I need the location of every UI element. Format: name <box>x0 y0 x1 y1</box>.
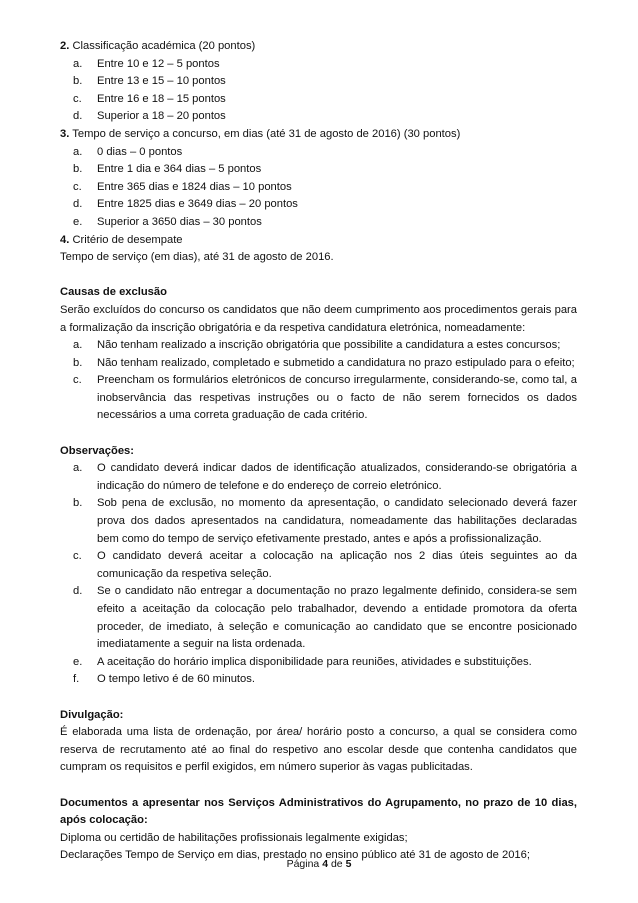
list-item: c. Entre 365 dias e 1824 dias – 10 pontos <box>73 180 292 193</box>
list-item: a. O candidato deverá indicar dados de identificação atualizados, considerando-se obrigatória a indicação do número de telefone e do endereço de correio eletrónico. <box>73 462 577 492</box>
criterion-3-title: 3. Tempo de serviço a concurso, em dias (até 31 de agosto de 2016) (30 pontos) <box>60 127 461 140</box>
list-item: d. Se o candidato não entregar a documentação no prazo legalmente definido, considera-se sem efeito a aceitação da colocação pelo trabalhador, devendo a entidade promotora da oferta proceder, de imediato, à seleção e comunicação ao candidato que se encontre posicionado imediatamente a seguir na lista ordenada. <box>73 585 577 651</box>
list-item: a. Entre 10 e 12 – 5 pontos <box>73 57 220 70</box>
list-item: b. Não tenham realizado, completado e submetido a candidatura no prazo estipulado para o efeito; <box>73 356 575 369</box>
documents-line: Diploma ou certidão de habilitações profissionais legalmente exigidas; <box>60 831 408 844</box>
documents-heading: Documentos a apresentar nos Serviços Administrativos do Agrupamento, no prazo de 10 dias, após colocação: <box>60 796 577 827</box>
document-page <box>60 38 577 865</box>
list-item: c. Preencham os formulários eletrónicos de concurso irregularmente, considerando-se, como tal, a inobservância das respetivas instruções ou o facto de não serem fornecidos os dados necessários a uma correta graduação de cada critério. <box>73 374 577 422</box>
list-item: e. A aceitação do horário implica disponibilidade para reuniões, atividades e substituições. <box>73 655 532 668</box>
exclusion-intro: Serão excluídos do concurso os candidatos que não deem cumprimento aos procedimentos gerais para a formalização da inscrição obrigatória e da respetiva candidatura eletrónica, nomeadamente: <box>60 303 577 334</box>
list-item: a. 0 dias – 0 pontos <box>73 145 183 158</box>
criterion-4-note: Tempo de serviço (em dias), até 31 de agosto de 2016. <box>60 251 334 264</box>
list-item: f. O tempo letivo é de 60 minutos. <box>73 673 255 686</box>
list-item: b. Entre 1 dia e 364 dias – 5 pontos <box>73 163 262 176</box>
total-page-number: 5 <box>345 858 352 870</box>
criterion-2-title: 2. Classificação académica (20 pontos) <box>60 40 256 52</box>
current-page-number: 4 <box>322 858 329 870</box>
exclusion-heading: Causas de exclusão <box>60 286 167 299</box>
list-item: b. Sob pena de exclusão, no momento da apresentação, o candidato selecionado deverá fazer prova dos dados apresentados na candidatura, nomeadamente das habilitações declaradas bem como do tempo de serviço efetivamente prestado, antes e após a profissionalização. <box>73 497 577 545</box>
list-item: c. Entre 16 e 18 – 15 pontos <box>73 92 226 105</box>
list-item: e. Superior a 3650 dias – 30 pontos <box>73 215 262 228</box>
list-item: b. Entre 13 e 15 – 10 pontos <box>73 75 226 88</box>
list-item: c. O candidato deverá aceitar a colocação na aplicação nos 2 dias úteis seguintes ao da comunicação da respetiva seleção. <box>73 550 577 580</box>
page-footer: Página 4 de 5 <box>286 858 352 870</box>
list-item: d. Superior a 18 – 20 pontos <box>73 110 226 123</box>
list-item: d. Entre 1825 dias e 3649 dias – 20 pontos <box>73 198 298 211</box>
list-item: a. Não tenham realizado a inscrição obrigatória que possibilite a candidatura a estes concursos; <box>73 339 561 352</box>
documents-line: Declarações Tempo de Serviço em dias, prestado no ensino público até 31 de agosto de 2016; <box>60 849 530 862</box>
observations-heading: Observações: <box>60 444 135 457</box>
disclosure-text: É elaborada uma lista de ordenação, por área/ horário posto a concurso, a qual se considera como reserva de recrutamento até ao final do respetivo ano escolar desde que contenha candidatos que cumpram os requisitos e perfil exigidos, em número superior às vagas publicitadas. <box>60 726 577 774</box>
disclosure-heading: Divulgação: <box>60 708 124 721</box>
criterion-4-title: 4. Critério de desempate <box>60 233 183 246</box>
